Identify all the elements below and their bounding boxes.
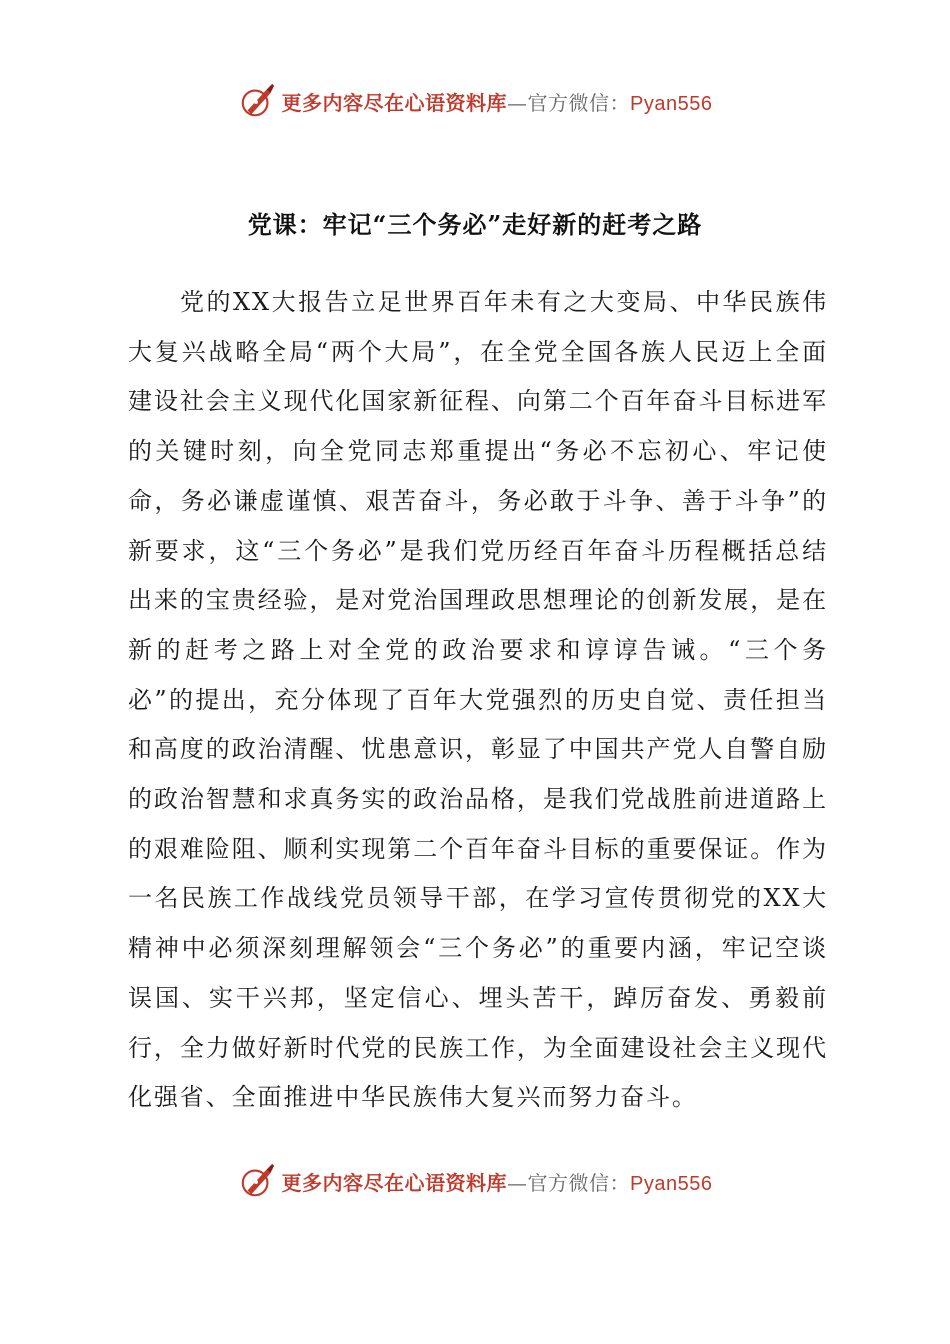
document-title: 党课：牢记“三个务必”走好新的赶考之路 <box>247 210 703 239</box>
header-banner-text <box>282 87 713 116</box>
footer-banner-library: 更多内容尽在心语资料库 <box>281 1170 508 1195</box>
header-banner-wechat-label: —官方微信： <box>507 90 631 115</box>
document-paragraph: 党的XX大报告立足世界百年未有之大变局、中华民族伟大复兴战略全局“两个大局”，在全党全国各族人民迈上全面建设社会主义现代化国家新征程、向第二个百年奋斗目标进军的关键时刻，向全党同志郑重提出“务必不忘初心、牢记使命，务必谦虚谨慎、艰苦奋斗，务必敢于斗争、善于斗争”的新要求，这“三个务必”是我们党历经百年奋斗历程概括总结出来的宝贵经验，是对党治国理政思想理论的创新发展，是在新的赶考之路上对全党的政治要求和谆谆告诫。“三个务必”的提出，充分体现了百年大党强烈的历史自觉、责任担当和高度的政治清醒、忧患意识，彰显了中国共产党人自警自励的政治智慧和求真务实的政治品格，是我们党战胜前进道路上的艰难险阻、顺利实现第二个百年奋斗目标的重要保证。作为一名民族工作战线党员领导干部，在学习宣传贯彻党的XX大精神中必须深刻理解领会“三个务必”的重要内涵，牢记空谈误国、实干兴邦，坚定信心、埋头苦干，踔厉奋发、勇毅前行，全力做好新时代党的民族工作，为全面建设社会主义现代化强省、全面推进中华民族伟大复兴而努力奋斗。 <box>128 288 828 1112</box>
footer-banner-text <box>282 1167 713 1196</box>
pen-nib-logo-icon <box>238 82 276 120</box>
header-banner <box>0 82 950 120</box>
footer-banner-wechat-label: —官方微信： <box>507 1170 631 1195</box>
header-banner-wechat-id: Pyan556 <box>630 92 713 115</box>
pen-nib-logo-icon <box>238 1162 276 1200</box>
footer-banner-wechat-id: Pyan556 <box>630 1172 713 1195</box>
footer-banner <box>0 1162 950 1200</box>
header-banner-library: 更多内容尽在心语资料库 <box>281 90 508 115</box>
